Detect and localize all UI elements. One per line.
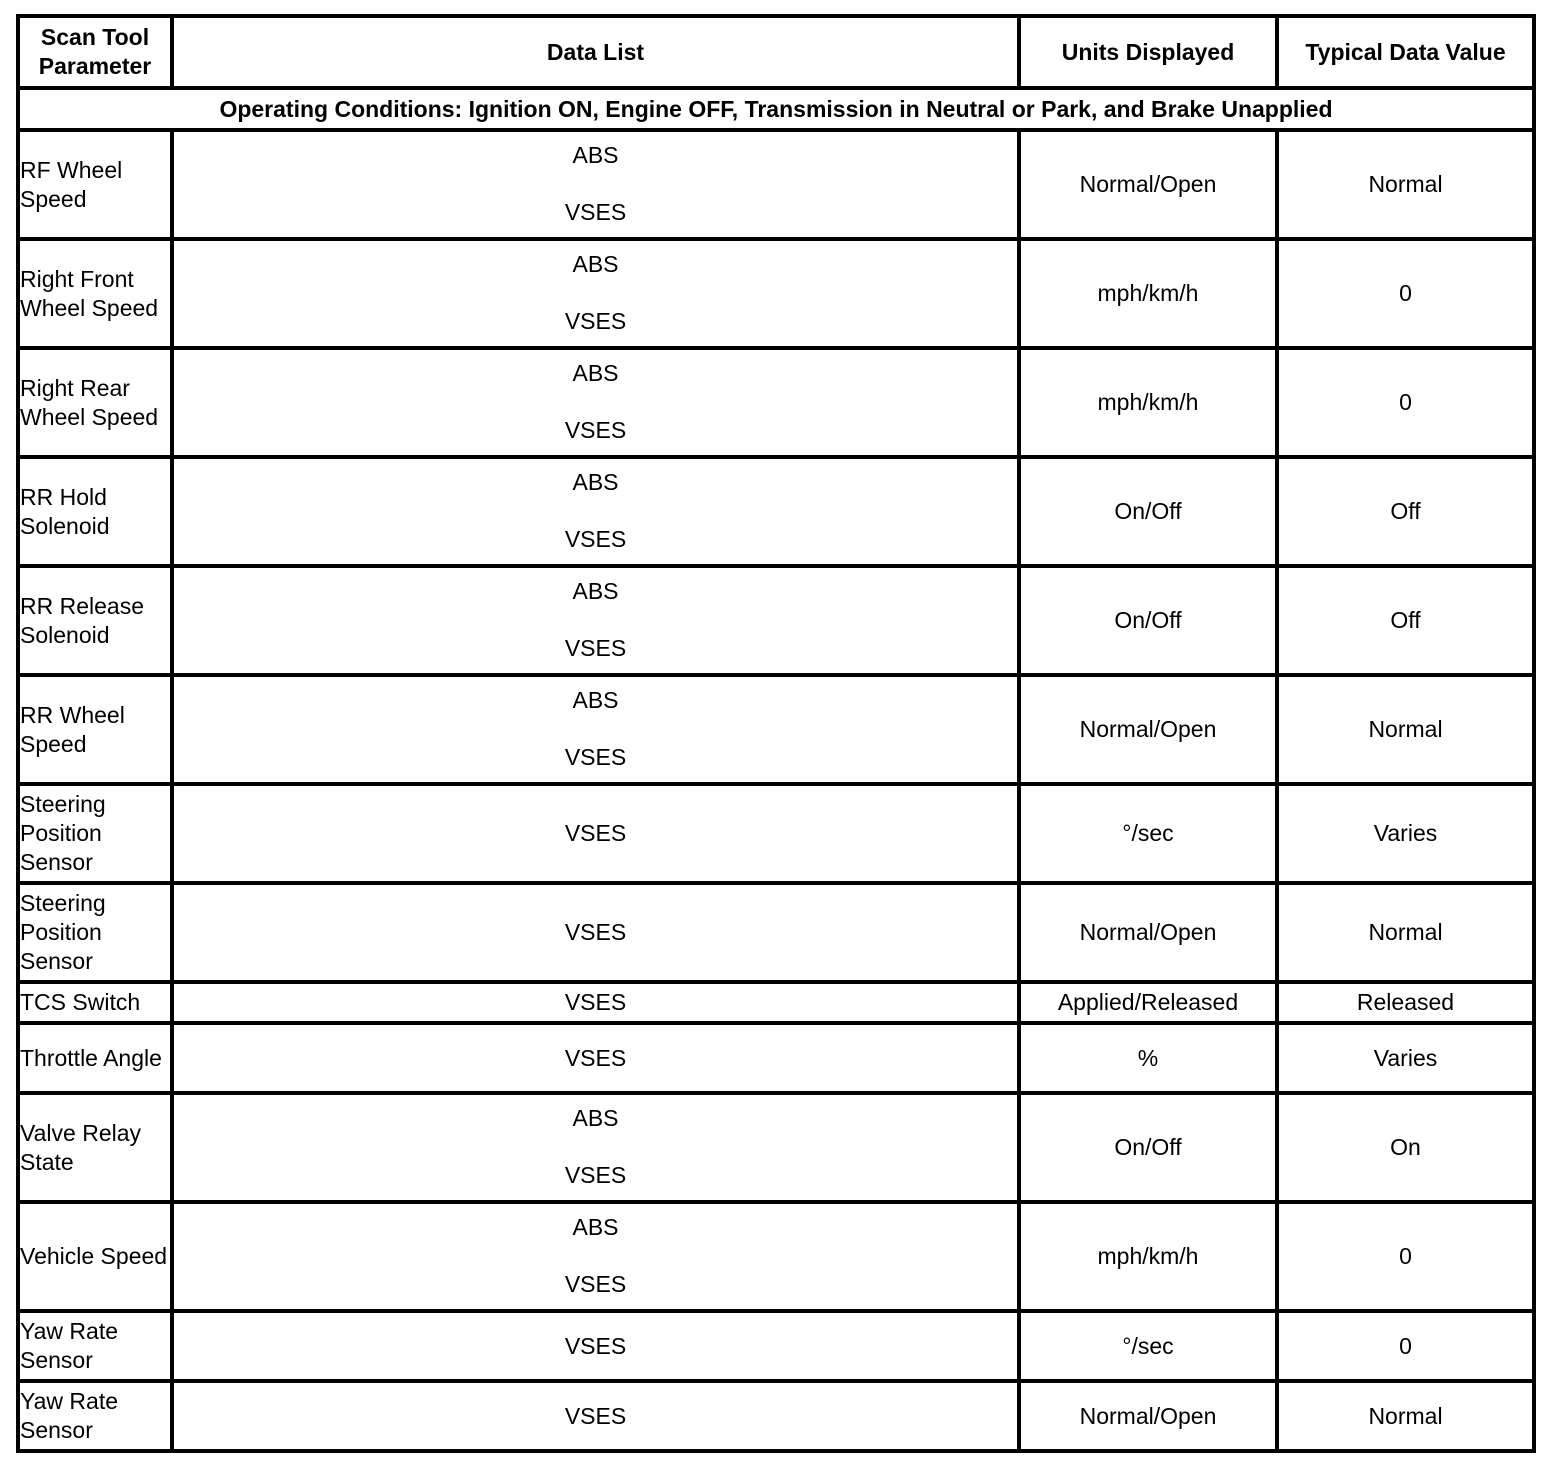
typical-cell: Released [1277, 982, 1534, 1023]
data-list-abs: ABS [572, 141, 619, 168]
typical-cell: Normal [1277, 675, 1534, 784]
header-scan-tool-parameter: Scan Tool Parameter [18, 16, 172, 88]
table-row [18, 883, 1534, 982]
data-list-cell [172, 1202, 1019, 1311]
table-row [18, 1023, 1534, 1093]
typical-cell: 0 [1277, 1311, 1534, 1381]
data-list-vses: VSES [564, 1270, 627, 1297]
data-list-vses: VSES [564, 307, 627, 334]
data-list-cell: VSES [172, 883, 1019, 982]
typical-cell: Off [1277, 457, 1534, 566]
typical-cell: 0 [1277, 239, 1534, 348]
data-list-abs: ABS [572, 1104, 619, 1131]
units-cell: Applied/Released [1019, 982, 1277, 1023]
operating-conditions: Operating Conditions: Ignition ON, Engine OFF, Transmission in Neutral or Park, and Brake Unapplied [18, 88, 1534, 130]
param-cell: Right Front Wheel Speed [18, 239, 172, 348]
data-list-cell: VSES [172, 982, 1019, 1023]
typical-cell: Varies [1277, 784, 1534, 883]
data-list-vses: VSES [564, 525, 627, 552]
data-list-cell [172, 457, 1019, 566]
data-list-abs: ABS [572, 468, 619, 495]
header-row [18, 16, 1534, 88]
data-list-cell [172, 130, 1019, 239]
param-cell: RR Wheel Speed [18, 675, 172, 784]
param-cell: RR Hold Solenoid [18, 457, 172, 566]
data-list-vses: VSES [564, 416, 627, 443]
data-list-cell: VSES [172, 1311, 1019, 1381]
units-cell: On/Off [1019, 1093, 1277, 1202]
param-cell: Right Rear Wheel Speed [18, 348, 172, 457]
scan-tool-data-table [16, 14, 1536, 1453]
units-cell: Normal/Open [1019, 883, 1277, 982]
data-list-cell: VSES [172, 784, 1019, 883]
typical-cell: On [1277, 1093, 1534, 1202]
units-cell: mph/km/h [1019, 348, 1277, 457]
table-row [18, 239, 1534, 348]
typical-cell: Off [1277, 566, 1534, 675]
data-list-abs: ABS [572, 250, 619, 277]
table-row [18, 1202, 1534, 1311]
data-list-cell: VSES [172, 1381, 1019, 1451]
param-cell: Throttle Angle [18, 1023, 172, 1093]
data-list-abs: ABS [572, 359, 619, 386]
data-list-abs: ABS [572, 686, 619, 713]
table-row [18, 1381, 1534, 1451]
data-list-cell [172, 348, 1019, 457]
table-row [18, 566, 1534, 675]
data-list-abs: ABS [572, 1213, 619, 1240]
typical-cell: 0 [1277, 348, 1534, 457]
typical-cell: Normal [1277, 130, 1534, 239]
typical-cell: Varies [1277, 1023, 1534, 1093]
typical-cell: Normal [1277, 883, 1534, 982]
units-cell: Normal/Open [1019, 675, 1277, 784]
data-list-cell [172, 239, 1019, 348]
header-data-list: Data List [172, 16, 1019, 88]
data-list-cell: VSES [172, 1023, 1019, 1093]
units-cell: % [1019, 1023, 1277, 1093]
data-list-abs: ABS [572, 577, 619, 604]
units-cell: Normal/Open [1019, 130, 1277, 239]
table-row [18, 457, 1534, 566]
param-cell: Steering Position Sensor [18, 784, 172, 883]
data-list-cell [172, 566, 1019, 675]
param-cell: Yaw Rate Sensor [18, 1381, 172, 1451]
param-cell: Vehicle Speed [18, 1202, 172, 1311]
data-list-vses: VSES [564, 634, 627, 661]
table-row [18, 1093, 1534, 1202]
table-row [18, 130, 1534, 239]
data-list-vses: VSES [564, 743, 627, 770]
units-cell: °/sec [1019, 1311, 1277, 1381]
units-cell: °/sec [1019, 784, 1277, 883]
table-row [18, 675, 1534, 784]
param-cell: Yaw Rate Sensor [18, 1311, 172, 1381]
table-row [18, 348, 1534, 457]
param-cell: TCS Switch [18, 982, 172, 1023]
table-row [18, 784, 1534, 883]
data-list-cell [172, 675, 1019, 784]
data-list-cell [172, 1093, 1019, 1202]
table-row [18, 1311, 1534, 1381]
data-list-vses: VSES [564, 198, 627, 225]
typical-cell: 0 [1277, 1202, 1534, 1311]
operating-conditions-row [18, 88, 1534, 130]
units-cell: On/Off [1019, 457, 1277, 566]
param-cell: RF Wheel Speed [18, 130, 172, 239]
units-cell: Normal/Open [1019, 1381, 1277, 1451]
param-cell: Steering Position Sensor [18, 883, 172, 982]
units-cell: mph/km/h [1019, 239, 1277, 348]
param-cell: RR Release Solenoid [18, 566, 172, 675]
data-list-vses: VSES [564, 1161, 627, 1188]
header-typical-data-value: Typical Data Value [1277, 16, 1534, 88]
typical-cell: Normal [1277, 1381, 1534, 1451]
param-cell: Valve Relay State [18, 1093, 172, 1202]
header-units-displayed: Units Displayed [1019, 16, 1277, 88]
units-cell: mph/km/h [1019, 1202, 1277, 1311]
table-row [18, 982, 1534, 1023]
units-cell: On/Off [1019, 566, 1277, 675]
